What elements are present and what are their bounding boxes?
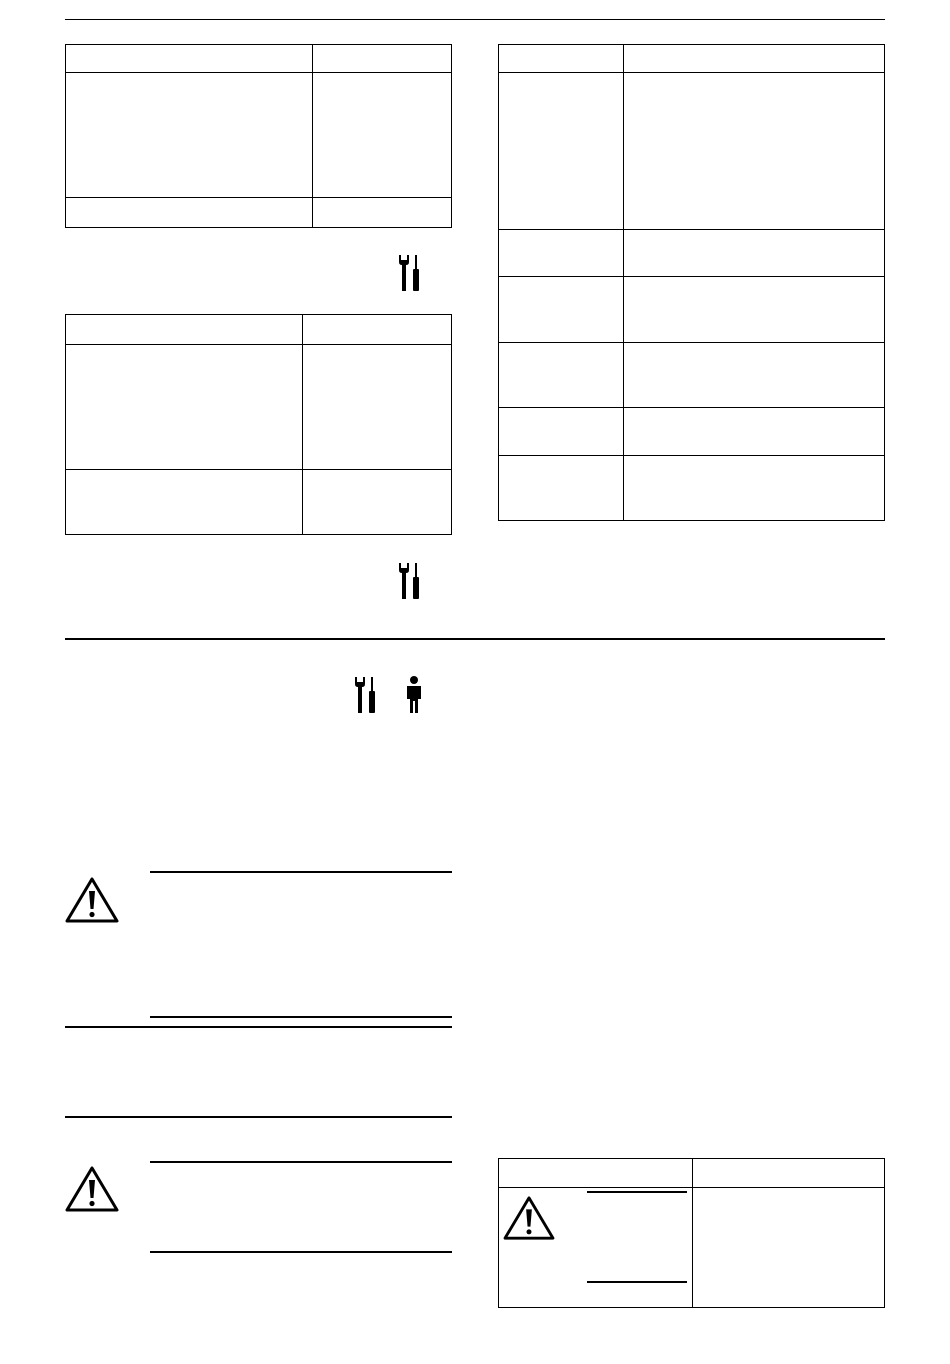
- table-4-row-1-col-2: [692, 1187, 885, 1308]
- table-1-header-col-1: [65, 44, 313, 73]
- wrench-screwdriver-icon: [354, 675, 380, 715]
- table-4-warning-bottom-rule: [587, 1281, 687, 1283]
- table-3-row-6-col-2: [623, 455, 885, 521]
- table-3-row-1-col-2: [623, 72, 885, 230]
- warning-triangle-icon: [64, 876, 120, 924]
- table-2-header-col-1: [65, 314, 303, 345]
- wrench-screwdriver-icon: [398, 253, 424, 293]
- table-2-row-2-col-1: [65, 469, 303, 535]
- table-2-row-1-col-2: [302, 344, 452, 470]
- warning-triangle-icon: [502, 1195, 556, 1241]
- table-3-row-3-col-1: [498, 276, 624, 343]
- header-rule: [65, 19, 885, 20]
- table-3-row-1-col-1: [498, 72, 624, 230]
- table-3-row-3-col-2: [623, 276, 885, 343]
- table-4-header-col-2: [692, 1158, 885, 1188]
- table-4-warning-top-rule: [587, 1191, 687, 1193]
- table-3-row-5-col-2: [623, 407, 885, 456]
- table-4-header-col-1: [498, 1158, 693, 1188]
- table-2-header-col-2: [302, 314, 452, 345]
- warning-1-top-rule: [150, 871, 452, 873]
- table-3-row-2-col-2: [623, 229, 885, 277]
- warning-2-top-rule: [150, 1161, 452, 1163]
- table-1-row-2-col-1: [65, 197, 313, 228]
- table-1-row-1-col-1: [65, 72, 313, 198]
- warning-triangle-icon: [64, 1165, 120, 1213]
- table-3-row-6-col-1: [498, 455, 624, 521]
- section-divider: [65, 638, 885, 640]
- table-2-row-1-col-1: [65, 344, 303, 470]
- note-top-rule: [65, 1026, 452, 1028]
- warning-1-bottom-rule: [150, 1016, 452, 1018]
- table-3-row-2-col-1: [498, 229, 624, 277]
- note-bottom-rule: [65, 1116, 452, 1118]
- table-3-header-col-1: [498, 44, 624, 73]
- table-1-row-2-col-2: [312, 197, 452, 228]
- wrench-screwdriver-icon: [398, 561, 424, 601]
- table-3-row-4-col-2: [623, 342, 885, 408]
- table-1-row-1-col-2: [312, 72, 452, 198]
- table-3-header-col-2: [623, 44, 885, 73]
- table-3-row-4-col-1: [498, 342, 624, 408]
- table-1-header-col-2: [312, 44, 452, 73]
- table-3-row-5-col-1: [498, 407, 624, 456]
- table-2-row-2-col-2: [302, 469, 452, 535]
- warning-2-bottom-rule: [150, 1251, 452, 1253]
- person-icon: [403, 675, 425, 715]
